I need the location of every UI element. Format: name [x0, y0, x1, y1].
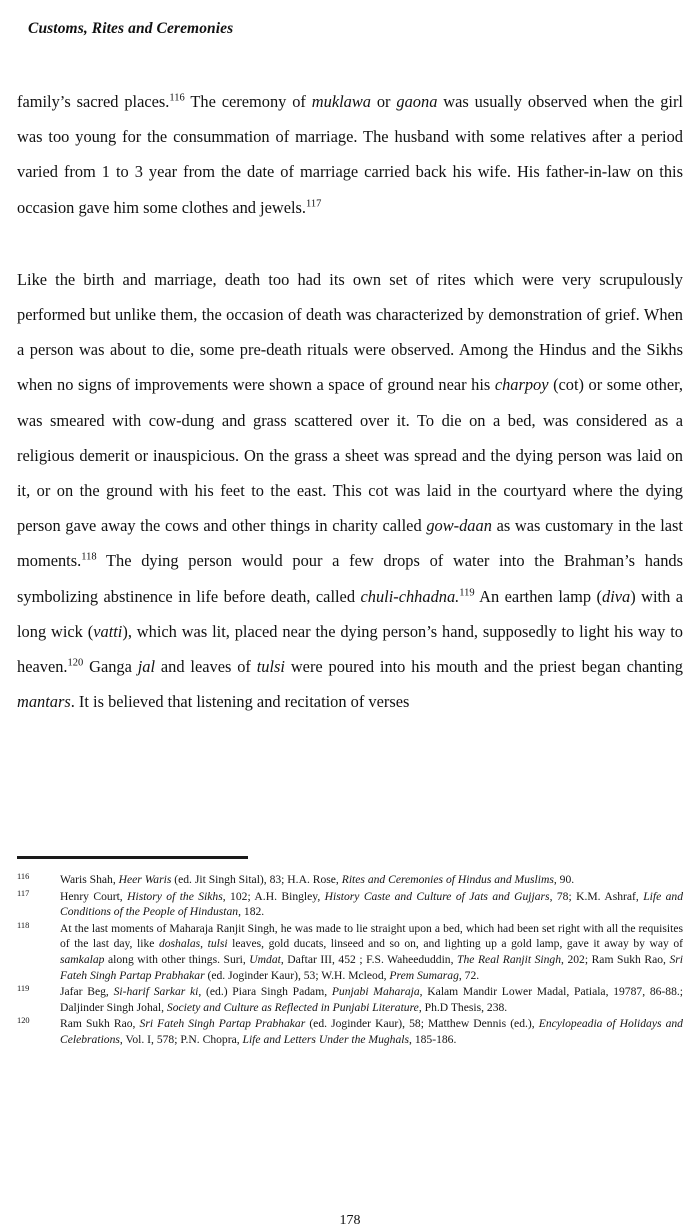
footnotes-section: [17, 872, 683, 1049]
paragraph-2: Like the birth and marriage, death too had its own set of rites which were very scrupulously performed but unlike them, the occasion of death was characterized by demonstration of grief. When a person was about to die, some pre-death rituals were observed. Among the Hindus and the Sikhs when no signs of improvements were shown a space of ground near his charpoy (cot) or some other, was smeared with cow-dung and grass scattered over it. To die on a bed, was considered as a religious demerit or inauspicious. On the grass a sheet was spread and the dying person was laid on it, or on the ground with his feet to the east. This cot was laid in the courtyard where the dying person gave away the cows and other things in charity called gow-daan as was customary in the last moments.$^{118}$ The dying person would pour a few drops of water into the Brahman’s hands symbolizing abstinence in life before death, called chuli-chhadna.$^{119}$ An earthen lamp (diva) with a long wick (vatti), which was lit, placed near the dying person’s hand, supposedly to light his way to heaven.$^{120}$ Ganga jal and leaves of tulsi were poured into his mouth and the priest began chanting mantars. It is believed that listening and recitation of verses: [17, 269, 684, 712]
footnote-item: [17, 889, 683, 920]
footnote-text: At the last moments of Maharaja Ranjit Singh, he was made to lie straight upon a bed, which had been set right with all the requisites of the last day, like doshalas, tulsi leaves, gold ducats, linseed and so on, and lighting up a gold lamp, gave it away by way of samkalap along with other things. Suri, Umdat, Daftar III, 452 ; F.S. Waheeduddin, The Real Ranjit Singh, 202; Ram Sukh Rao, Sri Fateh Singh Partap Prabhakar (ed. Joginder Kaur), 53; W.H. Mcleod, Prem Sumarag, 72.: [60, 921, 684, 982]
footnote-separator-rule: [17, 856, 248, 859]
paragraph-1: family’s sacred places.$^{116}$ The ceremony of muklawa or gaona was usually observed when the girl was too young for the consummation of marriage. The husband with some relatives after a period varied from 1 to 3 year from the date of marriage carried back his wife. His father-in-law on this occasion gave him some clothes and jewels.$^{117}$: [17, 92, 683, 217]
footnote-item: [17, 1016, 683, 1047]
footnote-item: [17, 921, 683, 983]
footnote-text: Henry Court, History of the Sikhs, 102; A.H. Bingley, History Caste and Culture of Jats and Gujjars, 78; K.M. Ashraf, Life and Conditions of the People of Hindustan, 182.: [60, 889, 684, 919]
footnote-text: Jafar Beg, Si-harif Sarkar ki, (ed.) Piara Singh Padam, Punjabi Maharaja, Kalam Mandir Lower Madal, Patiala, 19787, 86-88.; Daljinder Singh Johal, Society and Culture as Reflected in Punjabi Literature, Ph.D Thesis, 238.: [60, 985, 683, 1014]
running-header: Customs, Rites and Ceremonies: [28, 20, 234, 37]
page-number: 178: [339, 1213, 361, 1228]
footnote-number: 118: [17, 920, 30, 930]
footnote-text: Ram Sukh Rao, Sri Fateh Singh Partap Prabhakar (ed. Joginder Kaur), 58; Matthew Dennis (ed.), Encylopeadia of Holidays and Celebrations, Vol. I, 578; P.N. Chopra, Life and Letters Under the Mughals, 185-186.: [60, 1017, 683, 1046]
body-text: [17, 84, 683, 719]
footnote-item: [17, 872, 683, 888]
footnote-text: Waris Shah, Heer Waris (ed. Jit Singh Sital), 83; H.A. Rose, Rites and Ceremonies of Hindus and Muslims, 90.: [60, 873, 575, 886]
footnote-number: 117: [17, 888, 30, 898]
footnote-item: [17, 984, 683, 1015]
footnote-number: 116: [17, 872, 30, 881]
footnote-number: 120: [17, 1016, 30, 1026]
footnote-number: 119: [17, 984, 30, 994]
